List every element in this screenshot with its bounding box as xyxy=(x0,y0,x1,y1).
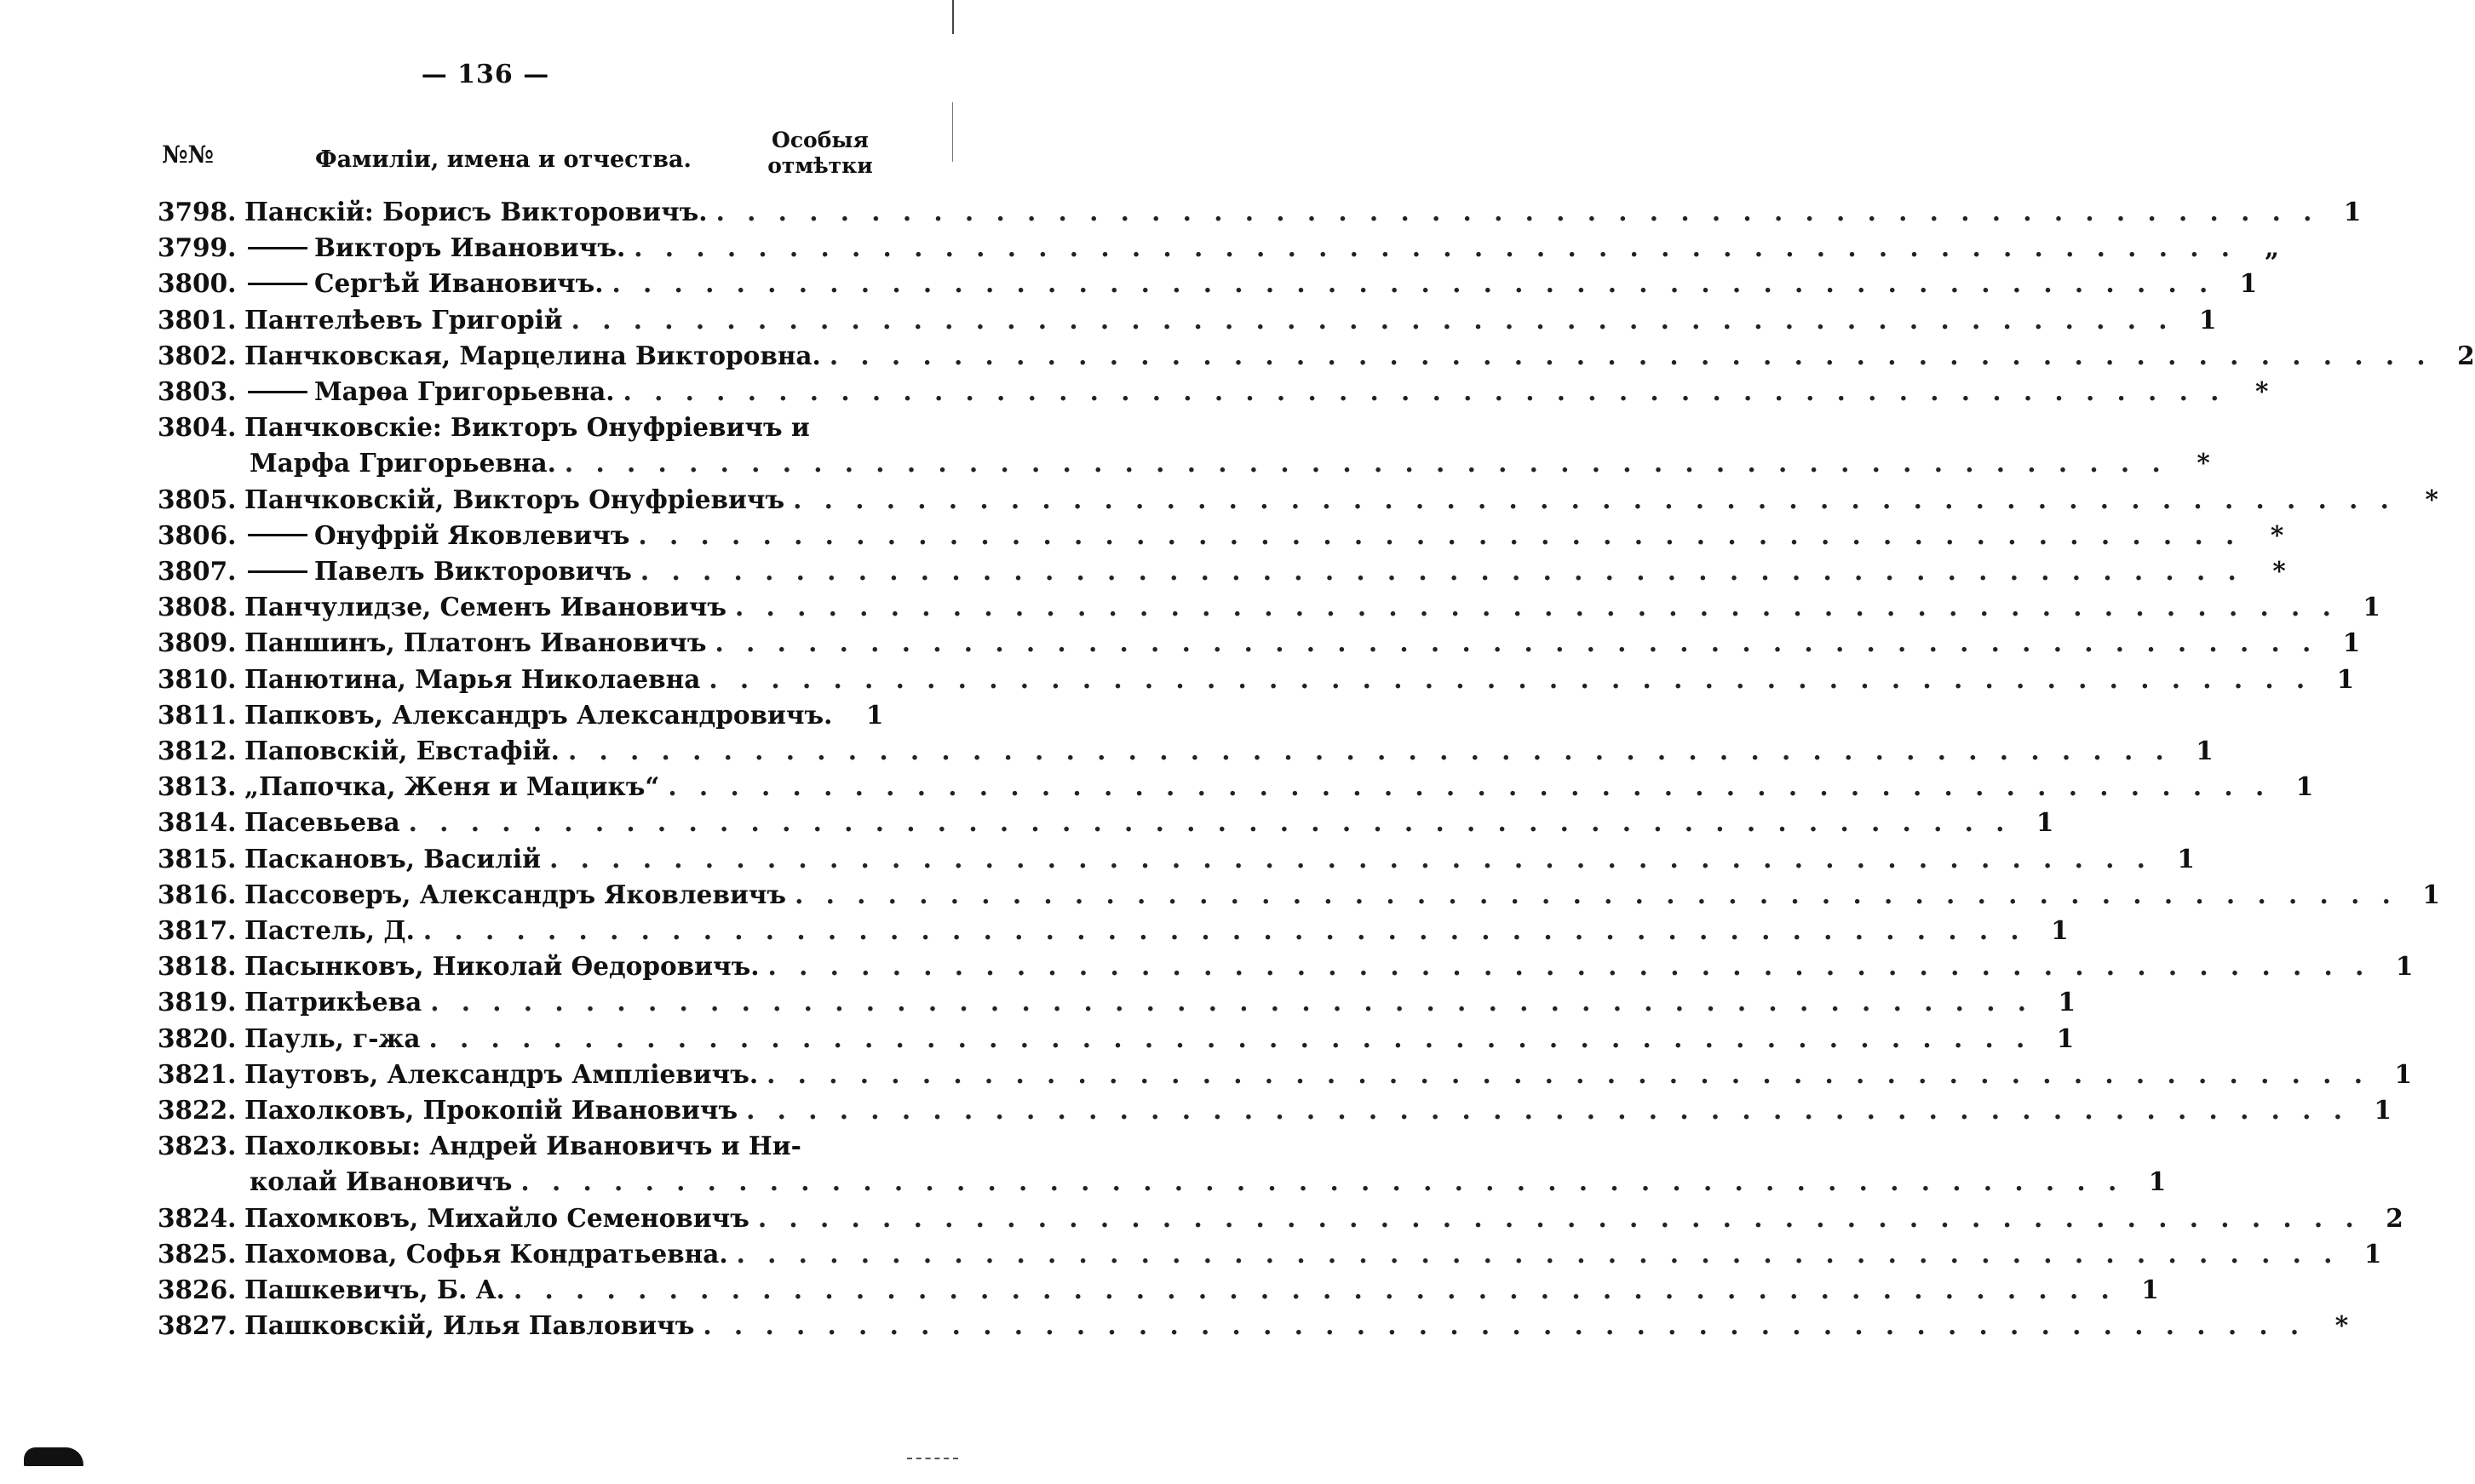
list-item xyxy=(158,194,2362,230)
entry-mark: * xyxy=(2425,484,2438,514)
leader-dots: . . . . . . . . . . . . . . . . . . . . . . . . . . . . . . . . . . . . . . . . . . . . . . . . . . . . xyxy=(829,340,2432,370)
entry-number: 3798. xyxy=(158,197,237,226)
list-item xyxy=(158,1308,2349,1344)
entry-mark: 1 xyxy=(2177,843,2195,874)
entry-number: 3808. xyxy=(158,592,237,622)
leader-dots: . . . . . . . . . . . . . . . . . . . . . . . . . . . . . . . . . . . . . . . . . . . . . . . . . . . . xyxy=(520,1166,2124,1197)
entry-number: 3810. xyxy=(158,663,237,694)
list-item xyxy=(158,1128,877,1164)
entry-number: 3826. xyxy=(158,1275,237,1305)
leader-dots: . . . . . . . . . . . . . . . . . . . . . . . . . . . . . . . . . . . . . . . . . . . . . . . . . . . . xyxy=(422,915,2026,946)
entry-name: Пастель, Д. xyxy=(244,915,415,946)
leader-dots: . . . . . . . . . . . . . . . . . . . . . . . . . . . . . . . . . . . . . . . . . . . . . . . . . . . . xyxy=(795,879,2397,909)
list-item xyxy=(158,410,877,445)
entry-name-cell xyxy=(244,805,400,840)
entry-name-cell xyxy=(244,266,603,301)
entry-name: Марфа Григорьевна. xyxy=(250,448,556,478)
page-edge-line xyxy=(952,102,953,162)
entry-mark: 1 xyxy=(2343,197,2362,226)
list-item xyxy=(158,302,2217,338)
entry-name: Панчковская, Марцелина Викторовна. xyxy=(244,340,821,370)
entry-mark: 1 xyxy=(2422,879,2440,909)
ditto-dash xyxy=(248,534,307,536)
entry-number: 3825. xyxy=(158,1238,237,1269)
entry-number: 3814. xyxy=(158,807,237,838)
page-edge-line xyxy=(952,0,954,34)
entry-number: 3803. xyxy=(158,376,237,407)
entry-name-cell xyxy=(244,697,832,733)
entry-name: Сергѣй Ивановичъ. xyxy=(314,268,604,299)
list-item xyxy=(158,266,2258,301)
entry-name-cell xyxy=(244,1308,694,1344)
leader-dots: . . . . . . . . . . . . . . . . . . . . . . . . . . . . . . . . . . . . . . . . . . . . . . . . . . . . xyxy=(634,232,2237,263)
entry-mark: * xyxy=(2254,376,2269,407)
entry-mark: 1 xyxy=(2363,592,2380,622)
entry-number: 3802. xyxy=(158,340,237,370)
entry-mark: * xyxy=(2196,448,2210,478)
entry-name: Викторъ Ивановичъ. xyxy=(314,232,626,263)
entry-number: 3824. xyxy=(158,1202,237,1233)
list-item xyxy=(158,625,2361,661)
leader-dots: . . . . . . . . . . . . . . . . . . . . . . . . . . . . . . . . . . . . . . . . . . . . . . . . . . . . xyxy=(715,627,2318,658)
entry-mark: * xyxy=(2334,1310,2349,1341)
entry-name-cell xyxy=(244,662,700,697)
leader-dots: . . . . . . . . . . . . . . . . . . . . . . . . . . . . . . . . . . . . . . . . . . . . . . . . . . . . xyxy=(623,376,2226,407)
entry-number: 3816. xyxy=(158,879,237,909)
entry-name-cell xyxy=(244,302,563,338)
entry-number: 3805. xyxy=(158,484,237,514)
leader-dots: . . . . . . . . . . . . . . . . . . . . . . . . . . . . . . . . . . . . . . . . . . . . . . . . . . . . xyxy=(709,663,2312,694)
entry-number: 3822. xyxy=(158,1095,237,1126)
entry-name: Пахолковы: Андрей Ивановичъ и Ни- xyxy=(244,1131,801,1161)
column-header-number: №№ xyxy=(162,140,214,169)
entry-mark: 1 xyxy=(2148,1166,2167,1197)
entry-name: Пасевьева xyxy=(244,807,400,838)
entry-number: 3801. xyxy=(158,304,237,335)
entry-name-cell xyxy=(244,984,422,1020)
entry-mark: 2 xyxy=(2386,1202,2403,1233)
leader-dots: . . . . . . . . . . . . . . . . . . . . . . . . . . . . . . . . . . . . . . . . . . . . . . . . . . . . xyxy=(767,1058,2369,1089)
list-item xyxy=(158,518,2284,553)
list-item xyxy=(158,482,2438,518)
entry-name-cell xyxy=(244,769,659,805)
leader-dots: . . . . . . . . . . . . . . . . . . . . . . . . . . . . . . . . . . . . . . . . . . . . . . . . . . . . xyxy=(564,448,2168,478)
ink-smudge xyxy=(907,1458,958,1462)
leader-dots: . . . . . . . . . . . . . . . . . . . . . . . . . . . . . . . . . . . . . . . . . . . . . . . . . . . . xyxy=(793,484,2396,514)
entry-name-cell xyxy=(244,589,726,625)
list-item xyxy=(158,230,2280,266)
entry-name: Пахомова, Софья Кондратьевна. xyxy=(244,1238,728,1269)
entry-number: 3815. xyxy=(158,843,237,874)
entry-name-cell xyxy=(244,230,625,266)
entry-name: „Папочка, Женя и Мацикъ“ xyxy=(244,771,660,802)
entry-mark: 1 xyxy=(2374,1095,2392,1126)
entry-name-cell xyxy=(250,1164,512,1200)
entry-name: Марѳа Григорьевна. xyxy=(314,376,615,407)
entry-name: Панчулидзе, Семенъ Ивановичъ xyxy=(244,592,727,622)
entry-number: 3804. xyxy=(158,412,237,443)
leader-dots: . . . . . . . . . . . . . . . . . . . . . . . . . . . . . . . . . . . . . . . . . . . . . . . . . . . . xyxy=(703,1310,2306,1341)
entry-number: 3799. xyxy=(158,232,237,263)
entry-name-cell xyxy=(244,338,821,374)
list-item xyxy=(158,1057,2412,1092)
entry-mark: 1 xyxy=(2239,268,2258,299)
entry-name-cell xyxy=(244,374,615,410)
leader-dots: . . . . . . . . . . . . . . . . . . . . . . . . . . . . . . . . . . . . . . . . . . . . . . . . . . . . xyxy=(430,987,2034,1017)
list-item xyxy=(158,948,2414,984)
leader-dots: . . . . . . . . . . . . . . . . . . . . . . . . . . . . . . . . . . . . . . . . . . . . . . . . . . . . xyxy=(757,1202,2361,1233)
list-item xyxy=(158,841,2195,877)
entry-mark: 2 xyxy=(2457,340,2475,370)
entry-name: Пауль, г-жа xyxy=(244,1023,421,1053)
entry-name-cell xyxy=(244,1128,801,1164)
ditto-dash xyxy=(248,391,307,393)
leader-dots: . . . . . . . . . . . . . . . . . . . . . . . . . . . . . . . . . . . . . . . . . . . . . . . . . . . . xyxy=(715,197,2319,226)
entry-name: Паповскій, Евстафій. xyxy=(244,736,560,766)
list-item xyxy=(158,553,2286,589)
entry-name-cell xyxy=(244,1092,738,1128)
entry-mark: 1 xyxy=(2363,1238,2382,1269)
list-item xyxy=(158,662,2355,697)
entry-number: 3811. xyxy=(158,699,237,730)
list-item xyxy=(158,805,2054,840)
entry-name: Пахолковъ, Прокопій Ивановичъ xyxy=(244,1095,738,1126)
entry-name: Пантелѣевъ Григорій xyxy=(244,304,563,335)
entry-name: Павелъ Викторовичъ xyxy=(314,556,632,587)
leader-dots: . . . . . . . . . . . . . . . . . . . . . . . . . . . . . . . . . . . . . . . . . . . . . . . . . . . . xyxy=(549,843,2152,874)
leader-dots: . . . . . . . . . . . . . . . . . . . . . . . . . . . . . . . . . . . . . . . . . . . . . . . . . . . . xyxy=(746,1095,2349,1126)
entry-name: Панчковскіе: Викторъ Онуфріевичъ и xyxy=(244,412,810,443)
entry-mark: 1 xyxy=(2198,304,2217,335)
entry-name: Пахомковъ, Михайло Семеновичъ xyxy=(244,1202,749,1233)
entry-number: 3818. xyxy=(158,951,237,982)
entry-mark: 1 xyxy=(2342,627,2361,658)
list-item xyxy=(158,1092,2392,1128)
entry-mark: 1 xyxy=(2394,1058,2412,1089)
entry-name-cell xyxy=(244,518,629,553)
entry-mark: * xyxy=(2272,556,2286,587)
leader-dots: . . . . . . . . . . . . . . . . . . . . . . . . . . . . . . . . . . . . . . . . . . . . . . . . . . . . xyxy=(571,304,2174,335)
list-item xyxy=(158,913,2069,948)
entry-number: 3813. xyxy=(158,771,237,802)
entry-name: Пашкевичъ, Б. А. xyxy=(244,1275,505,1305)
list-item xyxy=(158,1236,2382,1272)
leader-dots: . . . . . . . . . . . . . . . . . . . . . . . . . . . . . . . . . . . . . . . . . . . . . . . . . . . . xyxy=(567,736,2171,766)
entry-number: 3806. xyxy=(158,519,237,550)
list-item xyxy=(158,877,2440,913)
entry-name-cell xyxy=(244,553,632,589)
entry-name: Панчковскій, Викторъ Онуфріевичъ xyxy=(244,484,785,514)
entry-mark: 1 xyxy=(865,699,884,730)
list-item xyxy=(158,1272,2159,1308)
ditto-dash xyxy=(248,570,307,573)
page-number: — 136 — xyxy=(421,60,550,89)
list-item xyxy=(158,374,2269,410)
entry-number: 3823. xyxy=(158,1131,237,1161)
leader-dots: . . . . . . . . . . . . . . . . . . . . . . . . . . . . . . . . . . . . . . . . . . . . . . . . . . . . xyxy=(612,268,2215,299)
entry-mark: 1 xyxy=(2295,771,2314,802)
entry-name-cell xyxy=(244,410,810,445)
column-header-marks xyxy=(765,128,876,179)
entry-name: Панютина, Марья Николаевна xyxy=(244,663,701,694)
entry-name-cell xyxy=(250,445,556,481)
ink-blot xyxy=(24,1447,83,1466)
entry-number: 3812. xyxy=(158,736,237,766)
entry-mark: 1 xyxy=(2395,951,2414,982)
leader-dots: . . . . . . . . . . . . . . . . . . . . . . . . . . . . . . . . . . . . . . . . . . . . . . . . . . . . xyxy=(668,771,2271,802)
leader-dots: . . . . . . . . . . . . . . . . . . . . . . . . . . . . . . . . . . . . . . . . . . . . . . . . . . . . xyxy=(408,807,2012,838)
list-item xyxy=(158,1164,2167,1200)
leader-dots: . . . . . . . . . . . . . . . . . . . . . . . . . . . . . . . . . . . . . . . . . . . . . . . . . . . . xyxy=(736,1238,2340,1269)
list-item xyxy=(158,445,2210,481)
entry-number: 3817. xyxy=(158,915,237,946)
entry-mark: 1 xyxy=(2036,807,2054,838)
entry-number: 3819. xyxy=(158,987,237,1017)
list-item xyxy=(158,1200,2403,1236)
entry-name: Паскановъ, Василій xyxy=(244,843,542,874)
entry-name-cell xyxy=(244,948,760,984)
entry-name: Пасынковъ, Николай Ѳедоровичъ. xyxy=(244,951,760,982)
entry-name-cell xyxy=(244,1021,420,1057)
entry-name: Папковъ, Александръ Александровичъ. xyxy=(244,699,833,730)
entry-number: 3827. xyxy=(158,1310,237,1341)
entry-mark: 1 xyxy=(2336,663,2355,694)
list-item xyxy=(158,733,2214,769)
ditto-dash xyxy=(248,247,307,249)
entry-mark: 1 xyxy=(2141,1275,2159,1305)
entry-name-cell xyxy=(244,841,541,877)
entry-number: 3809. xyxy=(158,627,237,658)
column-header-names: Фамиліи, имена и отчества. xyxy=(315,146,692,173)
entry-name: Пашковскій, Илья Павловичъ xyxy=(244,1310,695,1341)
entry-name-cell xyxy=(244,1200,749,1236)
entry-name: Онуфрій Яковлевичъ xyxy=(314,519,630,550)
entry-number: 3807. xyxy=(158,556,237,587)
leader-dots: . . . . . . . . . . . . . . . . . . . . . . . . . . . . . . . . . . . . . . . . . . . . . . . . . . . . xyxy=(428,1023,2032,1053)
leader-dots: . . . . . . . . . . . . . . . . . . . . . . . . . . . . . . . . . . . . . . . . . . . . . . . . . . . . xyxy=(735,592,2338,622)
list-item xyxy=(158,1021,2075,1057)
entry-name-cell xyxy=(244,877,786,913)
entry-name: Паншинъ, Платонъ Ивановичъ xyxy=(244,627,707,658)
entry-name-cell xyxy=(244,625,706,661)
leader-dots: . . . . . . . . . . . . . . . . . . . . . . . . . . . . . . . . . . . . . . . . . . . . . . . . . . . . xyxy=(638,519,2242,550)
list-item xyxy=(158,697,884,733)
entry-name: колай Ивановичъ xyxy=(250,1166,513,1197)
column-header-marks-line1: Особыя xyxy=(772,128,869,152)
list-item xyxy=(158,589,2380,625)
entry-name-cell xyxy=(244,913,415,948)
entry-number: 3820. xyxy=(158,1023,237,1053)
entry-name: Панскій: Борисъ Викторовичъ. xyxy=(244,197,708,226)
leader-dots: . . . . . . . . . . . . . . . . . . . . . . . . . . . . . . . . . . . . . . . . . . . . . . . . . . . . xyxy=(767,951,2371,982)
list-item xyxy=(158,769,2314,805)
ditto-dash xyxy=(248,283,307,285)
entry-name-cell xyxy=(244,194,708,230)
leader-dots: . . . . . . . . . . . . . . . . . . . . . . . . . . . . . . . . . . . . . . . . . . . . . . . . . . . . xyxy=(640,556,2243,587)
entry-name-cell xyxy=(244,733,560,769)
leader-dots: . . . . . . . . . . . . . . . . . . . . . . . . . . . . . . . . . . . . . . . . . . . . . . . . . . . . xyxy=(513,1275,2116,1305)
entry-mark: 1 xyxy=(2056,1023,2075,1053)
entry-mark: 1 xyxy=(2196,736,2214,766)
entry-name-cell xyxy=(244,1057,758,1092)
entry-name: Пассоверъ, Александръ Яковлевичъ xyxy=(244,879,787,909)
entry-mark: „ xyxy=(2265,232,2280,263)
list-item xyxy=(158,338,2475,374)
entry-name: Паутовъ, Александръ Ампліевичъ. xyxy=(244,1058,759,1089)
entry-name-cell xyxy=(244,1272,505,1308)
entry-mark: * xyxy=(2270,519,2284,550)
column-header-marks-line2: отмѣтки xyxy=(767,153,873,178)
entry-name-cell xyxy=(244,1236,728,1272)
entry-mark: 1 xyxy=(2051,915,2069,946)
entry-number: 3821. xyxy=(158,1058,237,1089)
entry-mark: 1 xyxy=(2058,987,2076,1017)
entry-name: Патрикѣева xyxy=(244,987,422,1017)
list-item xyxy=(158,984,2076,1020)
entry-name-cell xyxy=(244,482,784,518)
entry-list xyxy=(158,194,2475,1344)
entry-number: 3800. xyxy=(158,268,237,299)
